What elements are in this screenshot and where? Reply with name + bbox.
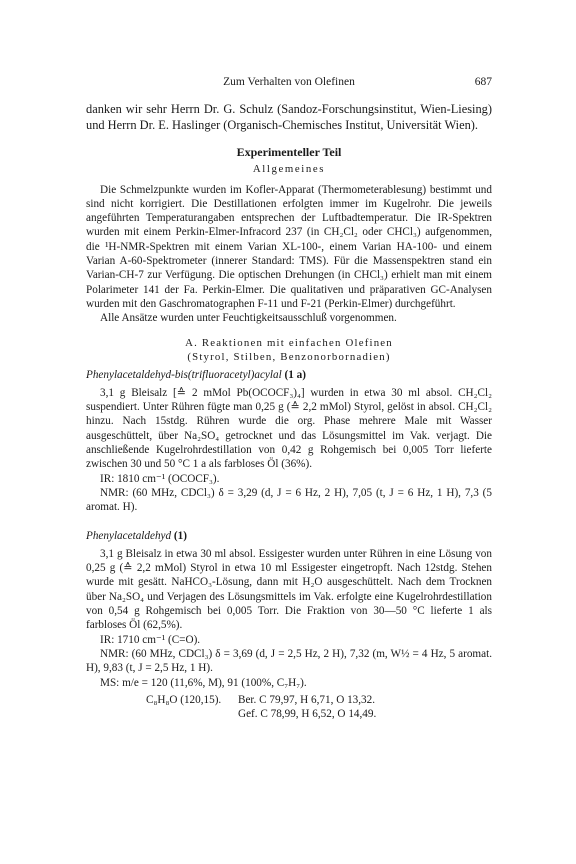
section-a-title: A. Reaktionen mit einfachen Olefinen	[185, 336, 393, 349]
section-a-subtitle: (Styrol, Stilben, Benzonorbornadien)	[187, 350, 391, 363]
analysis-found: Gef. C 78,99, H 6,52, O 14,49.	[238, 708, 377, 721]
compound-1a-nmr: NMR: (60 MHz, CDCl₃) δ = 3,29 (d, J = 6 Hz, 2 H), 7,05 (t, J = 6 Hz, 1 H), 7,3 (5 aromat. H).	[86, 486, 492, 514]
compound-1-heading	[86, 529, 492, 543]
page-number: 687	[474, 76, 492, 88]
elemental-analysis	[146, 693, 492, 722]
compound-1-ir: IR: 1710 cm⁻¹ (C=O).	[100, 633, 201, 646]
molecular-formula: C₈H₈O (120,15).	[146, 693, 222, 706]
section-a-heading	[86, 336, 492, 364]
compound-1-number: (1)	[173, 529, 187, 542]
general-methods-paragraph: Die Schmelzpunkte wurden im Kofler-Apparat (Thermometerablesung) bestimmt und sind nicht korrigiert. Die Destillationen erfolgten immer im Kugelrohr. Die jeweils angeführten Temperaturangaben entsprechen der Luftbadtemperatur. Die IR-Spektren wurden mit einem Perkin-Elmer-Infracord 237 (in CH₂Cl₂ oder CHCl₃) aufgenommen, die ¹H-NMR-Spektren mit einem Varian XL-100-, einem Varian HA-100- und einem Varian A-60-Spektrometer (innerer Standard: TMS). Für die Massenspektren stand ein Varian-CH-7 zur Verfügung. Die optischen Drehungen (in CHCl₃) erhielt man mit einem Polarimeter 141 der Fa. Perkin-Elmer. Die qualitativen und präparativen GC-Analysen wurden mit den Gaschromatographen F-11 und F-21 (Perkin-Elmer) durchgeführt.	[86, 183, 492, 310]
compound-1-name: Phenylacetaldehyd	[86, 529, 172, 542]
compound-1a-procedure: 3,1 g Bleisalz [≙ 2 mMol Pb(OCOCF₃)₄] wurden in etwa 30 ml absol. CH₂Cl₂ suspendiert. Unter Rühren fügte man 0,25 g (≙ 2,2 mMol) Styrol, gelöst in absol. CH₂Cl₂ hinzu. Nach 15stdg. Rühren wurde die org. Phase mehrere Male mit Wasser ausgeschüttelt, über Na₂SO₄ getrocknet und das Lösungsmittel im Vak. verjagt. Die anschließende Kugelrohrdestillation von 0,42 g Rohgemisch bei 0,005 Torr lieferte zwischen 30 und 50 °C 1 a als farbloses Öl (36%).	[86, 386, 492, 471]
general-methods-note: Alle Ansätze wurden unter Feuchtigkeitsausschluß vorgenommen.	[100, 312, 397, 325]
section-heading-experimental: Experimenteller Teil	[236, 145, 342, 159]
compound-1-nmr: NMR: (60 MHz, CDCl₃) δ = 3,69 (d, J = 2,5 Hz, 2 H), 7,32 (m, W½ = 4 Hz, 5 aromat. H), 9,83 (t, J = 2,5 Hz, 1 H).	[86, 647, 492, 675]
subsection-heading-general: Allgemeines	[252, 163, 326, 176]
compound-1-procedure: 3,1 g Bleisalz in etwa 30 ml absol. Essigester wurden unter Rühren in eine Lösung von 0,25 g (≙ 2,2 mMol) Styrol in etwa 10 ml Essigester eingetropft. Nach 12stdg. Stehen wurde mit gesätt. NaHCO₃-Lösung, dann mit H₂O ausgeschüttelt. Nach dem Trocknen über Na₂SO₄ und Verjagen des Lösungsmittels im Vak. erfolgte eine Kugelrohrdestillation von 0,54 g Rohgemisch bei 0,005 Torr. Die Fraktion von 30—50 °C lieferte 1 als farbloses Öl (62,5%).	[86, 547, 492, 632]
analysis-spacer	[146, 707, 238, 721]
compound-1a-ir: IR: 1810 cm⁻¹ (OCOCF₃).	[100, 472, 220, 485]
compound-1a-heading	[86, 368, 492, 382]
acknowledgement-paragraph: danken wir sehr Herrn Dr. G. Schulz (Sandoz-Forschungsinstitut, Wien-Liesing) und Herrn Dr. E. Haslinger (Organisch-Chemisches Institut, Universität Wien).	[86, 102, 492, 132]
page-body	[86, 102, 492, 721]
page-header	[86, 76, 492, 90]
compound-1a-number: (1 a)	[284, 368, 306, 381]
compound-1a-name: Phenylacetaldehyd-bis(trifluoracetyl)acylal	[86, 368, 282, 381]
analysis-found-row	[146, 707, 492, 721]
running-title: Zum Verhalten von Olefinen	[223, 76, 355, 88]
analysis-calculated: Ber. C 79,97, H 6,71, O 13,32.	[238, 693, 376, 706]
analysis-calculated-row	[146, 693, 492, 707]
compound-1-ms: MS: m/e = 120 (11,6%, M), 91 (100%, C₇H₇).	[100, 676, 307, 689]
